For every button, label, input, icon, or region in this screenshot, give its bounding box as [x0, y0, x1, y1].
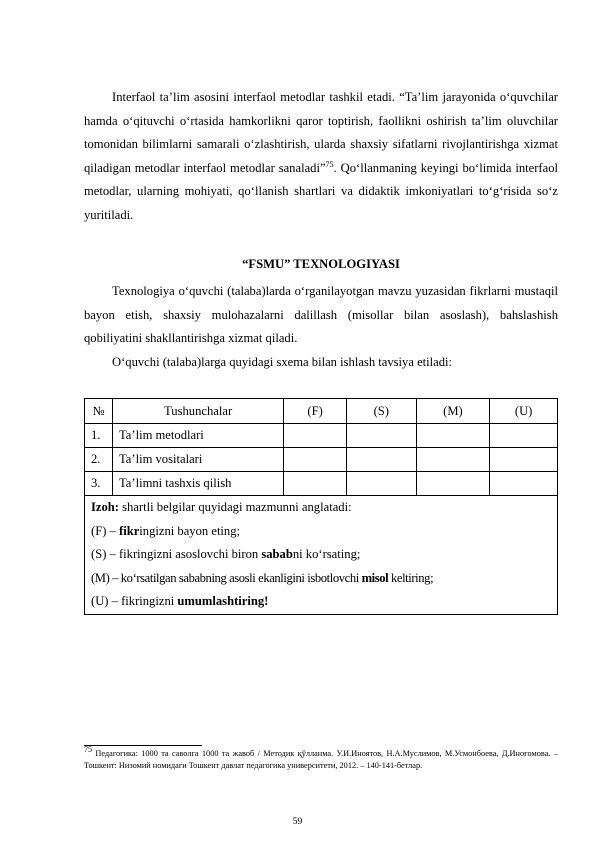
- table-row: [85, 472, 558, 496]
- note-m-suffix: keltiring;: [388, 570, 434, 585]
- notes-cell: [85, 496, 558, 615]
- footnote-reference[interactable]: 75: [325, 159, 334, 169]
- footnote-text: Педагогика: 1000 та саволга 1000 та жавоб / Методик қўлланма. У.И.Иноятов, Н.А.Муслимов, М.Усмонбоева, Д.Иноғомова. – Тошкент: Низомий номидаги Тошкент давлат педагогика университети, 2012. – 140-141-бетлар.: [84, 749, 558, 770]
- cell-u[interactable]: [490, 472, 558, 496]
- cell-s[interactable]: [346, 424, 416, 448]
- table-row: [85, 424, 558, 448]
- cell-f[interactable]: [284, 448, 347, 472]
- footnote-number: 75: [84, 745, 92, 755]
- cell-s[interactable]: [346, 472, 416, 496]
- row-concept: Ta’limni tashxis qilish: [112, 472, 283, 496]
- note-f-keyword: fikr: [119, 523, 140, 538]
- cell-s[interactable]: [346, 448, 416, 472]
- table-row: [85, 448, 558, 472]
- note-s-keyword: sabab: [261, 547, 293, 562]
- header-f: (F): [284, 399, 347, 424]
- note-u-prefix: (U) – fikringizni: [91, 594, 178, 609]
- note-izoh-label: Izoh:: [91, 500, 119, 514]
- footnote-separator: [84, 745, 202, 746]
- note-m: [91, 567, 551, 591]
- row-concept: Ta’lim metodlari: [112, 424, 283, 448]
- row-number: 3.: [85, 472, 113, 496]
- footnote: [84, 745, 558, 772]
- notes-row: [85, 496, 558, 615]
- note-izoh: [91, 496, 551, 520]
- row-concept: Ta’lim vositalari: [112, 448, 283, 472]
- paragraph1-text: Interfaol ta’lim asosini interfaol metodlar tashkil etadi. “Ta’lim jarayonida o‘quvchilar hamda o‘qituvchi o‘rtasida hamkorlikni qaror toptirish, faollikni oshirish ta’lim oluvchilar tomonidan bilimlarni samarali o‘zlashtirish, ularda shaxsiy sifatlarni rivojlantirishga xizmat qiladigan metodlar interfaol metodlar sanaladi”: [84, 90, 558, 175]
- note-s-suffix: ni ko‘rsating;: [292, 547, 361, 562]
- page-number: 59: [292, 817, 303, 827]
- note-s: [91, 543, 551, 567]
- cell-f[interactable]: [284, 472, 347, 496]
- header-number: №: [85, 399, 113, 424]
- header-u: (U): [490, 399, 558, 424]
- note-u: [91, 590, 551, 614]
- note-u-keyword: umumlashtiring!: [177, 594, 269, 609]
- note-f-prefix: (F) –: [91, 523, 119, 538]
- paragraph-interactive-methods: [84, 86, 558, 227]
- header-m: (M): [416, 399, 490, 424]
- cell-u[interactable]: [490, 448, 558, 472]
- note-f: [91, 520, 551, 544]
- paragraph-technology-purpose: Texnologiya o‘quvchi (talaba)larda o‘rganilayotgan mavzu yuzasidan fikrlarni mustaqil bayon etish, shaxsiy mulohazalarni dalillash (misollar bilan asoslash), bahslashish qobiliyatini shakllantirishga xizmat qiladi.: [84, 284, 558, 345]
- row-number: 1.: [85, 424, 113, 448]
- note-izoh-text: shartli belgilar quyidagi mazmunni anglatadi:: [119, 500, 352, 514]
- header-concepts: Tushunchalar: [112, 399, 283, 424]
- cell-m[interactable]: [416, 472, 490, 496]
- cell-m[interactable]: [416, 424, 490, 448]
- paragraph-scheme-intro: O‘quvchi (talaba)larga quyidagi sxema bilan ishlash tavsiya etiladi:: [112, 355, 453, 369]
- cell-m[interactable]: [416, 448, 490, 472]
- note-s-prefix: (S) – fikringizni asoslovchi biron: [91, 547, 262, 562]
- section-heading: “FSMU” TEXNOLOGIYASI: [242, 257, 400, 271]
- row-number: 2.: [85, 448, 113, 472]
- fsmu-scheme-table: [84, 398, 558, 615]
- cell-u[interactable]: [490, 424, 558, 448]
- note-m-prefix: (M) – ko‘rsatilgan sababning asosli ekanligini isbotlovchi: [91, 570, 362, 585]
- paragraph1-tail-text: . Qo‘llanmaning keyingi bo‘limida interfaol metodlar, ularning mohiyati, qo‘llanish shartlari va didaktik imkoniyatlari to‘g‘risida so‘z yuritiladi.: [84, 160, 558, 222]
- table-header-row: [85, 399, 558, 424]
- header-s: (S): [346, 399, 416, 424]
- note-f-suffix: ingizni bayon eting;: [139, 523, 241, 538]
- note-m-keyword: misol: [361, 570, 389, 585]
- cell-f[interactable]: [284, 424, 347, 448]
